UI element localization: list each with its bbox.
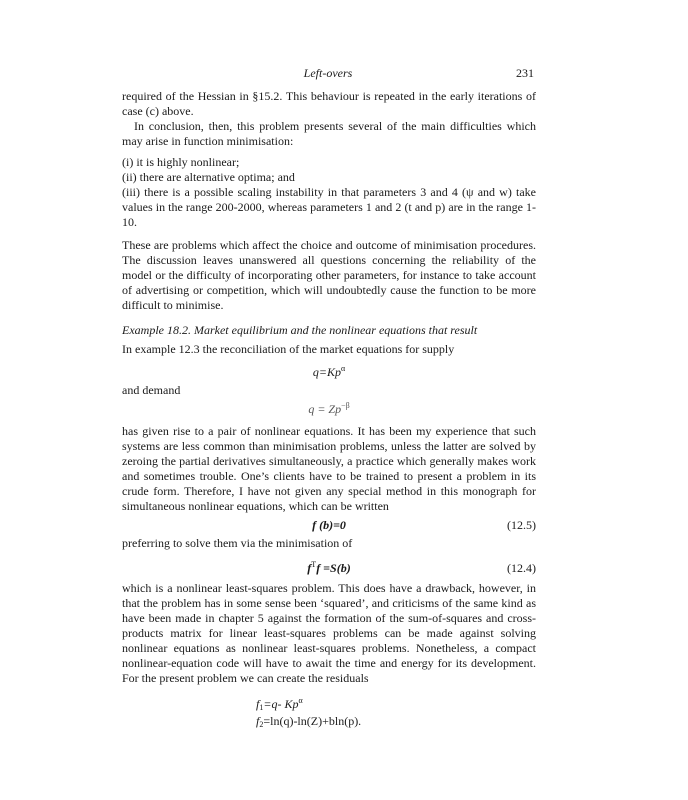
demand-exponent: −β [341, 401, 350, 410]
eq-12-5-expression: f (b)=0 [312, 518, 346, 532]
eq-12-4-f: f [307, 561, 312, 575]
list-item-2: (ii) there are alternative optima; and [122, 170, 295, 184]
supply-expression: q=Kp [312, 365, 341, 379]
list-item-3: (iii) there is a possible scaling instability in that parameters 3 and 4 (ψ and w) take values in the range 200-2000, whereas parameters 1 and 2 (t and p) are in the range 1-10. [122, 185, 536, 229]
residual-2: $f_2=\ln(q)-\ln(Z)+bln(p)$. [256, 714, 362, 729]
paragraph-preferring: preferring to solve them via the minimisation of [122, 536, 353, 550]
equation-supply [122, 361, 536, 383]
eq-12-4-transpose: T [311, 560, 317, 569]
residual-1: $f_1=q-$ $Kp^\alpha$ [256, 696, 303, 712]
paragraph-least-squares: which is a nonlinear least-squares problem. This does have a drawback, however, in that the problem has in some sense been ‘squared’, and criticisms of the same kind as have been made in chapter 5 against the formation of the sum-of-squares and cross-products matrix for linear least-squares problems can be made against solving nonlinear equations as nonlinear least-squares problems. Nonetheless, a compact nonlinear-equation code will have to await the time and energy for its development. For the present problem we can create the residuals [122, 581, 536, 685]
equation-demand [122, 398, 536, 420]
eq-12-4-number: (12.4) [507, 561, 536, 575]
demand-expression: q = Zp [308, 402, 342, 416]
paragraph-problems: These are problems which affect the choice and outcome of minimisation procedures. The discussion leaves unanswered all questions concerning the reliability of the model or the difficulty of incorporating other parameters, for instance to take account of advertising or competition, which will undoubtedly cause the function to be more difficult to minimise. [122, 238, 536, 312]
residual-equations [256, 696, 536, 730]
paragraph-nonlinear-systems: has given rise to a pair of nonlinear equations. It has been my experience that such systems are less common than minimisation problems, unless the latter are solved by zeroing the partial derivatives simultaneously, a practice which generally makes work and sometimes trouble. One’s clients have to be trained to present a problem in its crude form. Therefore, I have not given any special method in this monograph for simultaneous nonlinear equations, which can be written [122, 424, 536, 513]
body-text [122, 89, 536, 730]
eq-12-5-number: (12.5) [507, 518, 536, 532]
running-title: Left-overs [303, 66, 353, 80]
paragraph-and-demand: and demand [122, 383, 181, 397]
example-heading: Example 18.2. Market equilibrium and the nonlinear equations that result [122, 323, 478, 337]
supply-exponent: α [340, 364, 346, 373]
paragraph-example-intro: In example 12.3 the reconciliation of the market equations for supply [122, 342, 455, 356]
list-item-1: (i) it is highly nonlinear; [122, 155, 240, 169]
equation-12-5 [122, 514, 536, 536]
paragraph-continuation: required of the Hessian in §15.2. This behaviour is repeated in the early iterations of case (c) above. [122, 89, 536, 118]
eq-12-4-expression: f =S(b) [316, 561, 351, 575]
paragraph-conclusion: In conclusion, then, this problem presents several of the main difficulties which may arise in function minimisation: [122, 119, 536, 148]
page-number: 231 [516, 66, 534, 80]
running-head [122, 66, 534, 82]
equation-12-4 [122, 555, 536, 581]
